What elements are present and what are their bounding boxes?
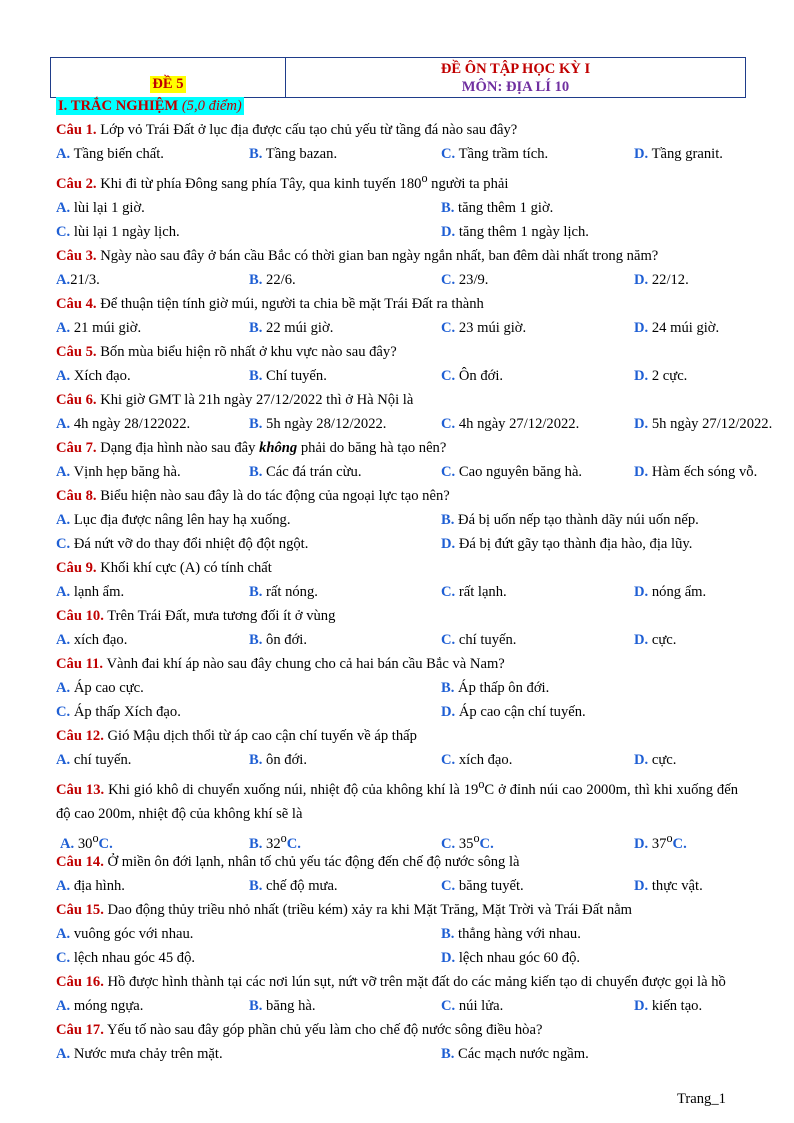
question-number: Câu 4.	[56, 295, 97, 312]
option-c[interactable]: C. núi lửa.	[441, 997, 504, 1014]
question-stem: Câu 7. Dạng địa hình nào sau đây không phải do băng hà tạo nên?	[56, 439, 447, 456]
question-stem: Câu 6. Khi giờ GMT là 21h ngày 27/12/2022 thì ở Hà Nội là	[56, 391, 414, 408]
option-a[interactable]: A. móng ngựa.	[56, 997, 144, 1014]
question-number: Câu 2.	[56, 175, 97, 192]
option-row	[56, 700, 791, 724]
option-c[interactable]: C. rất lạnh.	[441, 583, 507, 600]
subject-title: MÔN: ĐỊA LÍ 10	[461, 78, 570, 95]
option-c[interactable]: C. lệch nhau góc 45 độ.	[56, 949, 196, 966]
option-c[interactable]: C. Đá nứt vỡ do thay đổi nhiệt độ đột ngột.	[56, 535, 309, 552]
option-d[interactable]: D. Áp cao cận chí tuyến.	[441, 703, 586, 720]
option-a[interactable]: A. Tầng biến chất.	[56, 146, 164, 162]
option-b[interactable]: B. tăng thêm 1 giờ.	[441, 199, 554, 216]
option-row	[56, 922, 791, 946]
option-d[interactable]: D. Hàm ếch sóng vỗ.	[634, 463, 758, 480]
option-c[interactable]: C. xích đạo.	[441, 751, 513, 768]
option-b[interactable]: B. 32$^o$C.	[249, 830, 301, 852]
question-stem: Câu 11. Vành đai khí áp nào sau đây chung cho cả hai bán cầu Bắc và Nam?	[56, 655, 505, 672]
option-a[interactable]: A. 4h ngày 28/122022.	[56, 415, 191, 432]
question-stem: Câu 8. Biểu hiện nào sau đây là do tác động của ngoại lực tạo nên?	[56, 487, 450, 504]
exam-number: ĐỀ 5	[152, 76, 184, 92]
option-row	[56, 268, 791, 292]
question-stem: Câu 4. Để thuận tiện tính giờ múi, người ta chia bề mặt Trái Đất ra thành	[56, 295, 484, 312]
option-a[interactable]: A. Áp cao cực.	[56, 679, 144, 696]
question-number: Câu 15.	[56, 901, 104, 918]
option-a[interactable]: A. Xích đạo.	[56, 367, 131, 384]
option-d[interactable]: D. Đá bị đứt gãy tạo thành địa hào, địa lũy.	[441, 535, 693, 552]
option-c[interactable]: C. 23/9.	[441, 271, 489, 288]
question-number: Câu 9.	[56, 559, 97, 576]
option-b[interactable]: B. băng hà.	[249, 997, 316, 1014]
option-d[interactable]: D. tăng thêm 1 ngày lịch.	[441, 223, 589, 240]
question-stem: Câu 12. Gió Mậu dịch thổi từ áp cao cận chí tuyến về áp thấp	[56, 727, 417, 744]
option-b[interactable]: B. 22 múi giờ.	[249, 319, 334, 336]
option-b[interactable]: B. ôn đới.	[249, 751, 308, 768]
option-b[interactable]: B. 22/6.	[249, 271, 296, 288]
question-stem: Câu 10. Trên Trái Đất, mưa tương đối ít ở vùng	[56, 607, 336, 624]
option-d[interactable]: D. cực.	[634, 631, 677, 648]
section-title: I. TRẮC NGHIỆM	[58, 98, 179, 114]
option-a[interactable]: A. 21 múi giờ.	[56, 319, 142, 336]
option-b[interactable]: B. Tầng bazan.	[249, 146, 338, 162]
option-row	[56, 994, 791, 1018]
exam-title: ĐỀ ÔN TẬP HỌC KỲ I	[440, 60, 591, 77]
option-a[interactable]: A. lùi lại 1 giờ.	[56, 199, 145, 216]
question-stem	[56, 118, 791, 142]
option-row	[56, 532, 791, 556]
option-d[interactable]: D. 5h ngày 27/12/2022.	[634, 415, 773, 432]
question-number: Câu 3.	[56, 247, 97, 264]
option-row	[56, 1042, 791, 1066]
question-number: Câu 8.	[56, 487, 97, 504]
page-number: Trang_1	[677, 1091, 726, 1107]
question-stem: Câu 9. Khối khí cực (A) có tính chất	[56, 559, 272, 576]
section-heading	[56, 97, 244, 115]
option-c[interactable]: C. Áp thấp Xích đạo.	[56, 703, 181, 720]
question-number: Câu 12.	[56, 727, 104, 744]
option-a[interactable]: A. chí tuyến.	[56, 751, 132, 768]
option-row	[56, 826, 791, 850]
option-c[interactable]: C. 4h ngày 27/12/2022.	[441, 415, 580, 432]
option-a[interactable]: A. 30$^o$C.	[60, 830, 113, 852]
option-b[interactable]: B. Đá bị uốn nếp tạo thành dãy núi uốn nếp.	[441, 511, 699, 528]
option-d[interactable]: D. 22/12.	[634, 271, 689, 288]
option-c[interactable]: C. Cao nguyên băng hà.	[441, 463, 583, 480]
question-number: Câu 13.	[56, 781, 105, 798]
emphasis-word: không	[259, 439, 298, 456]
option-c[interactable]: C. 35$^o$C.	[441, 830, 494, 852]
question-number: Câu 17.	[56, 1021, 104, 1038]
option-b[interactable]: B. thẳng hàng với nhau.	[441, 925, 581, 942]
option-row	[56, 946, 791, 970]
option-b[interactable]: B. rất nóng.	[249, 583, 318, 600]
exam-title-cell	[286, 58, 745, 97]
option-row	[56, 412, 791, 436]
question-number: Câu 11.	[56, 655, 104, 672]
question-stem: Câu 17. Yếu tố nào sau đây góp phần chủ yếu làm cho chế độ nước sông điều hòa?	[56, 1021, 543, 1038]
option-row	[56, 676, 791, 700]
question-stem: Câu 3. Ngày nào sau đây ở bán cầu Bắc có thời gian ban ngày ngắn nhất, ban đêm dài nhất trong năm?	[56, 247, 659, 264]
option-c[interactable]: C. băng tuyết.	[441, 877, 524, 894]
option-d[interactable]: D. 24 múi giờ.	[634, 319, 720, 336]
option-d[interactable]: D. kiến tạo.	[634, 997, 703, 1014]
question-stem: Câu 2. Khi đi từ phía Đông sang phía Tây, qua kinh tuyến 180$^o$ người ta phải	[56, 171, 509, 192]
option-a[interactable]: A. Nước mưa chảy trên mặt.	[56, 1045, 223, 1062]
question-number: Câu 1.	[56, 122, 97, 138]
option-b[interactable]: B. ôn đới.	[249, 631, 308, 648]
question-list	[56, 118, 791, 1066]
option-row	[56, 628, 791, 652]
option-a[interactable]: A. xích đạo.	[56, 631, 128, 648]
option-a[interactable]: A. vuông góc với nhau.	[56, 925, 194, 942]
option-d[interactable]: D. 2 cực.	[634, 367, 688, 384]
option-a[interactable]: A. lạnh ẩm.	[56, 583, 125, 600]
option-row	[56, 748, 791, 772]
option-b[interactable]: B. Các mạch nước ngầm.	[441, 1045, 589, 1062]
question-stem: Câu 14. Ở miền ôn đới lạnh, nhân tố chủ yếu tác động đến chế độ nước sông là	[56, 853, 520, 870]
option-b[interactable]: B. Các đá trán cừu.	[249, 463, 362, 480]
option-row	[56, 580, 791, 604]
option-row	[56, 220, 791, 244]
option-row	[56, 316, 791, 340]
question-number: Câu 14.	[56, 853, 104, 870]
option-b[interactable]: B. Áp thấp ôn đới.	[441, 679, 550, 696]
question-number: Câu 10.	[56, 607, 104, 624]
option-b[interactable]: B. 5h ngày 28/12/2022.	[249, 415, 387, 432]
option-c[interactable]: C. 23 múi giờ.	[441, 319, 527, 336]
option-c[interactable]: C. Ôn đới.	[441, 367, 504, 384]
header-table	[50, 57, 746, 98]
option-a[interactable]: A.21/3.	[56, 271, 100, 288]
question-number: Câu 7.	[56, 439, 97, 456]
question-number: Câu 16.	[56, 973, 104, 990]
exam-number-cell	[51, 58, 286, 97]
option-d[interactable]: D. thực vật.	[634, 877, 703, 894]
question-stem: Câu 16. Hồ được hình thành tại các nơi lún sụt, nứt vỡ trên mặt đất do các mảng kiến tạo di chuyển được gọi là hồ	[56, 973, 726, 990]
option-c[interactable]: C. chí tuyến.	[441, 631, 517, 648]
question-number: Câu 5.	[56, 343, 97, 360]
option-row	[56, 874, 791, 898]
option-d[interactable]: D. 37$^o$C.	[634, 830, 687, 852]
option-row	[56, 142, 791, 166]
option-row	[56, 364, 791, 388]
question-number: Câu 6.	[56, 391, 97, 408]
option-c[interactable]: C. lùi lại 1 ngày lịch.	[56, 223, 180, 240]
option-row	[56, 460, 791, 484]
option-b[interactable]: B. chế độ mưa.	[249, 877, 338, 894]
option-d[interactable]: D. nóng ẩm.	[634, 583, 707, 600]
option-b[interactable]: B. Chí tuyến.	[249, 367, 327, 384]
option-d[interactable]: D. lệch nhau góc 60 độ.	[441, 949, 581, 966]
section-note: (5,0 điểm)	[181, 98, 242, 114]
option-d[interactable]: D. cực.	[634, 751, 677, 768]
option-row	[56, 196, 791, 220]
option-c[interactable]: C. Tầng trầm tích.	[441, 146, 549, 162]
question-stem: Câu 13. Khi gió khô di chuyển xuống núi, nhiệt độ của không khí là 19$^o$C ở đỉnh núi cao 2000m, thì khi xuống đến độ cao 200m, nhiệt độ của không khí sẽ là	[56, 776, 739, 822]
option-a[interactable]: A. địa hình.	[56, 877, 125, 894]
option-d[interactable]: D. Tầng granit.	[634, 146, 723, 162]
option-a[interactable]: A. Lục địa được nâng lên hay hạ xuống.	[56, 511, 291, 528]
option-a[interactable]: A. Vịnh hẹp băng hà.	[56, 463, 181, 480]
option-row	[56, 508, 791, 532]
question-stem: Câu 5. Bốn mùa biểu hiện rõ nhất ở khu vực nào sau đây?	[56, 343, 397, 360]
question-text: Lớp vỏ Trái Đất ở lục địa được cấu tạo chủ yếu từ tầng đá nào sau đây?	[100, 122, 518, 138]
question-stem: Câu 15. Dao động thủy triều nhỏ nhất (triều kém) xảy ra khi Mặt Trăng, Mặt Trời và Trái Đất nằm	[56, 901, 633, 918]
